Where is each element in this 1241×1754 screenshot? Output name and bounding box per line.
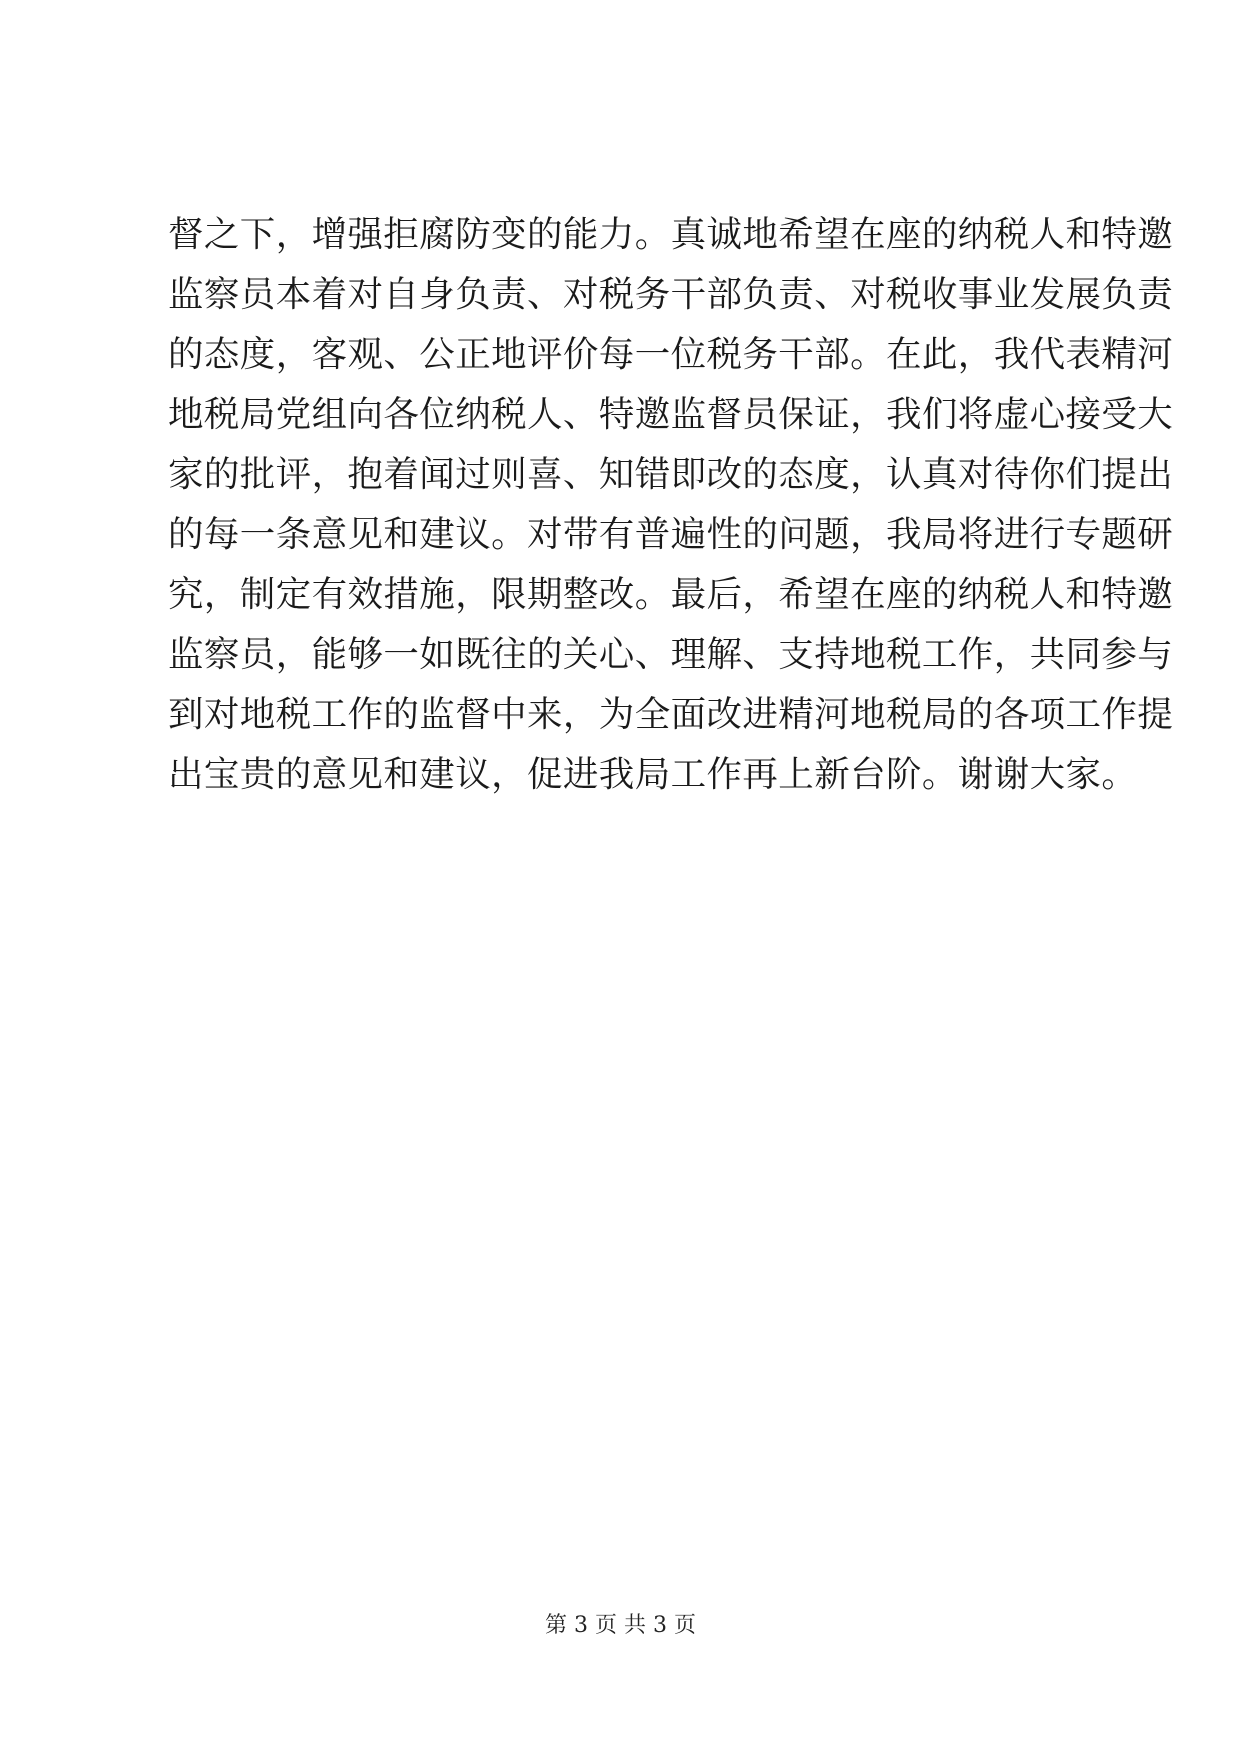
paragraph-line: 出宝贵的意见和建议，促进我局工作再上新台阶。谢谢大家。: [168, 754, 1138, 795]
paragraph-line: 究，制定有效措施，限期整改。最后，希望在座的纳税人和特邀: [168, 574, 1174, 615]
paragraph-line: 监察员，能够一如既往的关心、理解、支持地税工作，共同参与: [168, 634, 1174, 675]
paragraph-line: 监察员本着对自身负责、对税务干部负责、对税收事业发展负责: [168, 274, 1174, 315]
paragraph-line: 督之下，增强拒腐防变的能力。真诚地希望在座的纳税人和特邀: [168, 214, 1174, 255]
paragraph-line: 的每一条意见和建议。对带有普遍性的问题，我局将进行专题研: [168, 514, 1174, 555]
paragraph-line: 到对地税工作的监督中来，为全面改进精河地税局的各项工作提: [168, 694, 1174, 735]
page-number-footer: 第 3 页 共 3 页: [545, 1613, 696, 1638]
paragraph-line: 的态度，客观、公正地评价每一位税务干部。在此，我代表精河: [168, 334, 1174, 375]
paragraph-line: 家的批评，抱着闻过则喜、知错即改的态度，认真对待你们提出: [168, 454, 1174, 495]
paragraph-line: 地税局党组向各位纳税人、特邀监督员保证，我们将虚心接受大: [168, 394, 1174, 435]
body-paragraph: [168, 205, 1174, 805]
